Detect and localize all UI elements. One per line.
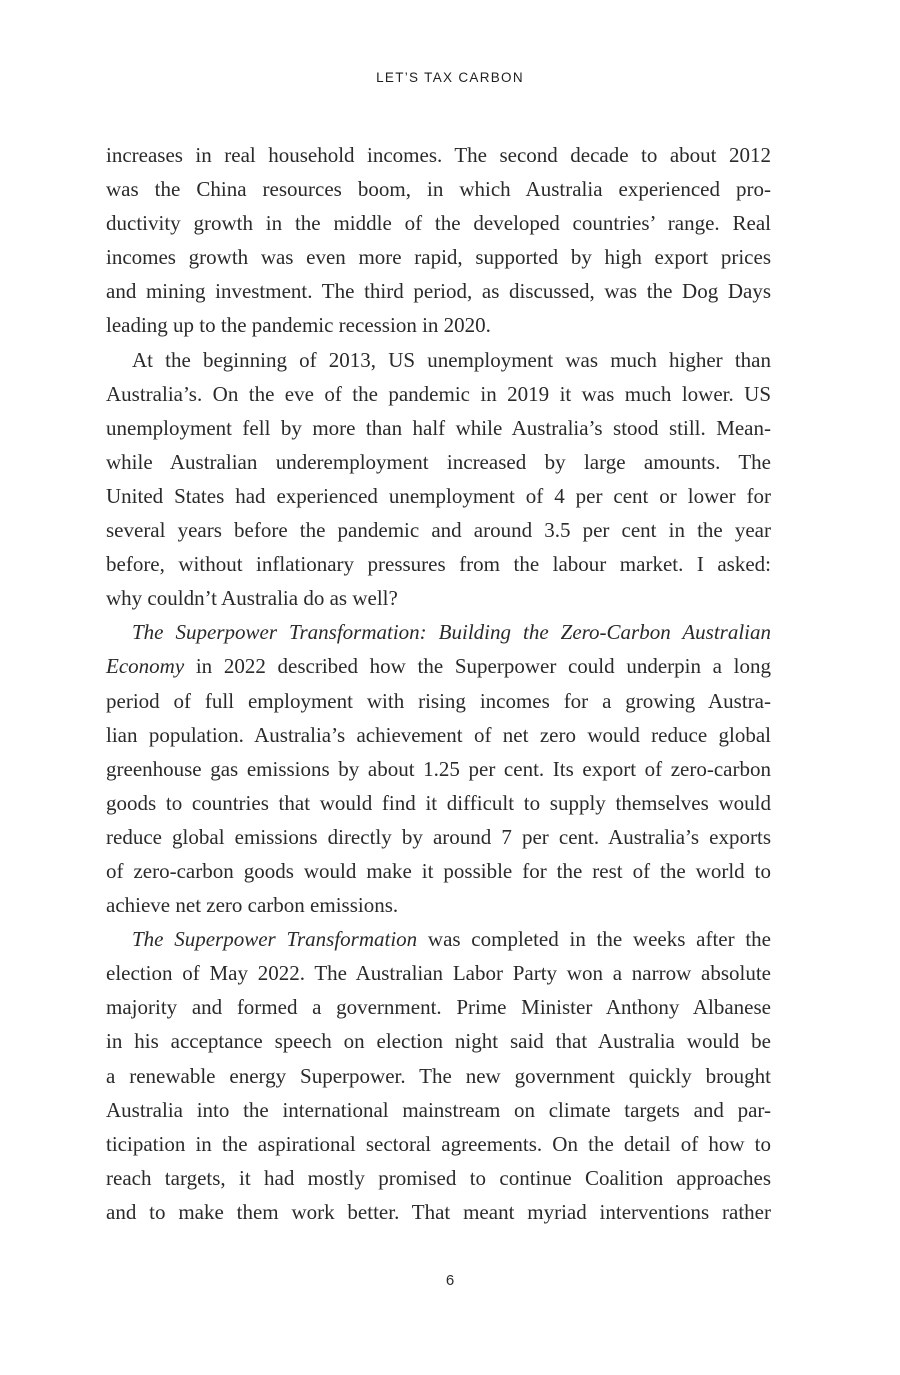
line-text: reduce global emissions directly by around 7 per cent. Australia’s exports: [106, 824, 771, 849]
text-line: [106, 1059, 771, 1093]
text-line: [106, 172, 771, 206]
line-text: Australia into the international mainstream on climate targets and par-: [106, 1097, 771, 1122]
line-text: Australia’s. On the eve of the pandemic in 2019 it was much lower. US: [106, 381, 771, 406]
text-line: [106, 1024, 771, 1058]
paragraph: [106, 615, 771, 922]
text-line: [106, 581, 771, 615]
text-line: [106, 820, 771, 854]
line-text: in 2022 described how the Superpower could underpin a long: [184, 654, 771, 679]
paragraph: [106, 922, 771, 1229]
text-line: [106, 547, 771, 581]
paragraph: [106, 138, 771, 343]
line-text: of zero-carbon goods would make it possible for the rest of the world to: [106, 858, 771, 883]
line-text: before, without inflationary pressures from the labour market. I asked:: [106, 552, 771, 577]
line-text: increases in real household incomes. The second decade to about 2012: [106, 143, 771, 167]
line-text: and mining investment. The third period, as discussed, was the Dog Days: [106, 279, 771, 304]
line-text: period of full employment with rising incomes for a growing Austra-: [106, 688, 771, 713]
line-text: greenhouse gas emissions by about 1.25 per cent. Its export of zero-carbon: [106, 756, 771, 781]
text-line: [106, 990, 771, 1024]
text-line: [106, 888, 771, 922]
line-text: United States had experienced unemployment of 4 per cent or lower for: [106, 483, 771, 508]
text-line: [106, 240, 771, 274]
text-line: [106, 308, 771, 342]
line-text: lian population. Australia’s achievement of net zero would reduce global: [106, 722, 771, 747]
line-text: while Australian underemployment increased by large amounts. The: [106, 449, 771, 474]
line-text: was the China resources boom, in which Australia experienced pro-: [106, 177, 771, 202]
line-text: was completed in the weeks after the: [417, 927, 771, 952]
text-line: [106, 411, 771, 445]
line-text: ductivity growth in the middle of the developed countries’ range. Real: [106, 211, 771, 236]
line-text: in his acceptance speech on election night said that Australia would be: [106, 1029, 771, 1054]
body-text: [106, 138, 771, 1229]
italic-title-text: The Superpower Transformation: [132, 927, 418, 952]
text-line: [106, 854, 771, 888]
text-line: [106, 1127, 771, 1161]
text-line: [106, 922, 771, 956]
line-text: a renewable energy Superpower. The new government quickly brought: [106, 1063, 771, 1088]
text-line: [106, 445, 771, 479]
text-line: [106, 684, 771, 718]
text-line: [106, 1161, 771, 1195]
text-line: [106, 343, 771, 377]
line-text: majority and formed a government. Prime Minister Anthony Albanese: [106, 995, 771, 1020]
text-line: [106, 513, 771, 547]
text-line: [106, 1093, 771, 1127]
line-text: At the beginning of 2013, US unemployment was much higher than: [132, 347, 771, 372]
line-text: unemployment fell by more than half while Australia’s stood still. Mean-: [106, 415, 771, 440]
text-line: [106, 786, 771, 820]
paragraph: [106, 343, 771, 616]
text-line: [106, 649, 771, 683]
line-text: goods to countries that would find it difficult to supply themselves would: [106, 790, 771, 815]
line-text: election of May 2022. The Australian Labor Party won a narrow absolute: [106, 961, 771, 986]
italic-title-text: Economy: [106, 654, 185, 679]
text-line: [106, 752, 771, 786]
page-number: 6: [445, 1272, 455, 1289]
text-line: [106, 1195, 771, 1229]
line-text: several years before the pandemic and around 3.5 per cent in the year: [106, 518, 771, 543]
line-text: achieve net zero carbon emissions.: [106, 893, 399, 918]
text-line: [106, 377, 771, 411]
text-line: [106, 956, 771, 990]
text-line: [106, 718, 771, 752]
line-text: reach targets, it had mostly promised to continue Coalition approaches: [106, 1165, 771, 1190]
text-line: [106, 138, 771, 172]
italic-title-text: The Superpower Transformation: Building the Zero-Carbon Australian: [132, 620, 771, 645]
line-text: and to make them work better. That meant myriad interventions rather: [106, 1199, 771, 1224]
line-text: incomes growth was even more rapid, supported by high export prices: [106, 245, 771, 270]
line-text: why couldn’t Australia do as well?: [106, 586, 398, 611]
line-text: ticipation in the aspirational sectoral agreements. On the detail of how to: [106, 1131, 771, 1156]
text-line: [106, 206, 771, 240]
text-line: [106, 274, 771, 308]
line-text: leading up to the pandemic recession in 2020.: [106, 313, 491, 338]
running-head-title: LET’S TAX CARBON: [376, 70, 524, 85]
text-line: [106, 479, 771, 513]
text-line: [106, 615, 771, 649]
